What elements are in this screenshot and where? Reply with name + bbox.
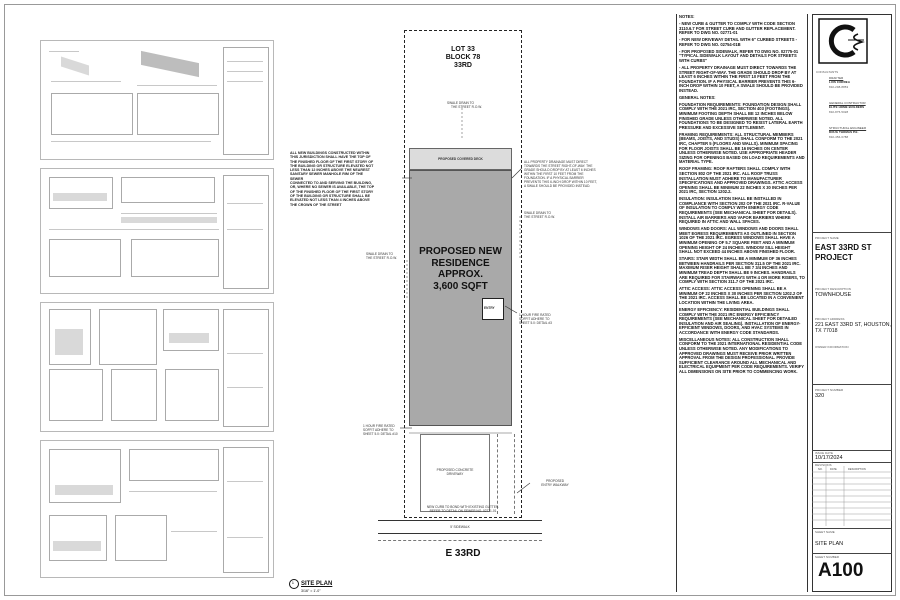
block-number: BLOCK 78: [445, 54, 481, 61]
note-item: ATTIC ACCESS: ATTIC ACCESS OPENING SHALL BE A MINIMUM OF 22 INCHES X 30 INCHES PER SECTION 1202.2 OF THE 2021 IRC. ACCESS SHALL BE LOCATED IN A CONVENIENT LOCATION WITHIN THE LIVING AREA.: [679, 286, 804, 305]
sewer-callout-line: OF THE FINISHED FLOOR OF THE FIRST STORY: [290, 189, 374, 194]
drainage-callout-line: WITHIN THE FIRST 10 FEET FROM THE: [524, 172, 584, 176]
soffit-callout-left-line: 1 HOUR FIRE RATED: [363, 424, 395, 428]
issue-date: 10/17/2024: [815, 455, 843, 461]
drainage-leader-line: [512, 168, 522, 178]
lot-street: 33RD: [454, 62, 472, 69]
project-description-label: PROJECT DESCRIPTION: [815, 287, 851, 291]
soffit-callout-left-line: SOFFIT ADHERE TO: [363, 428, 394, 432]
swale-note-top-line1: SWALE DRAIN TO: [447, 101, 475, 105]
note-item: MISCELLANEOUS NOTES: ALL CONSTRUCTION SHALL CONFORM TO THE 2021 INTERNATIONAL RESIDENTIAL CODE UNLESS OTHERWISE NOTED. ANY MODIFICATIONS TO APPROVED DRAWINGS MUST RECEIVE PRIOR WRITTEN APPROVAL FROM THE DESIGN PROFESSIONAL. PROVIDE SUFFICIENT CLEARANCE AROUND ALL MECHANICAL AND ELECTRICAL EQUIPMENT PER CODE REQUIREMENTS. VERIFY ALL DIMENSIONS ON SITE PRIOR TO COMMENCING WORK.: [679, 336, 804, 375]
note-item: - ALL PROPERTY DRAINAGE MUST DIRECT TOWARDS THE STREET RIGHT-OF-WAY. THE GRADE SHOULD DROP BY AT LEAST 6 INCHES WITHIN THE FIRST 10 FEET FROM THE FOUNDATION. IF A PHYSICAL BARRIER PREVENTS THIS 6-INCH DROP WITHIN 10 FEET, A SWALE SHOULD BE PROVIDED INSTEAD.: [679, 64, 803, 93]
drainage-callout-line: GRADE SHOULD DROP BY AT LEAST 6 INCHES: [524, 168, 596, 172]
note-item: STAIRS: STAIR WIDTH SHALL BE A MINIMUM OF 36 INCHES BETWEEN HANDRAILS PER SECTION 311.5 OF THE 2021 IRC. MAXIMUM RISER HEIGHT SHALL BE 7 3/4 INCHES AND MINIMUM TREAD DEPTH SHALL BE 9 INCHES. HANDRAILS ARE REQUIRED FOR STAIRWAYS WITH 4 OR MORE RISERS, TO COMPLY WITH SECTION 311.7 OF THE 2021 IRC.: [679, 256, 805, 285]
note-item: INSULATION: INSULATION SHALL BE INSTALLED IN COMPLIANCE WITH SECTION 202 OF THE 2021 IRC. R-VALUE OF INSULATION TO COMPLY WITH ENERGY CODE REQUIREMENTS (SEE MECHANICAL SHEET FOR DETAILS). INSTALL AIR BARRIERS AND VAPOR BARRIERS WHERE REQUIRED IN ATTIC AND WALL SPACES.: [679, 196, 801, 225]
soffit-leader-right: [505, 306, 517, 313]
soffit-callout-left-line: SHEET 5.0: DETAIL #10: [363, 432, 398, 436]
entry-label: ENTRY: [484, 306, 495, 310]
sewer-callout-line: OR, WHERE NO SEWER IS AVAILABLE, THE TOP: [290, 185, 375, 190]
contractor-role: GENERAL CONTRACTOR: [829, 101, 866, 105]
project-name-line1: EAST 33RD ST: [815, 243, 872, 252]
revisions-table[interactable]: [812, 466, 892, 526]
sewer-callout-line: ALL NEW BUILDINGS CONSTRUCTED WITHIN: [290, 151, 370, 155]
project-number-label: PROJECT NUMBER: [815, 388, 844, 392]
consultants-label: CONSULTANTS: [816, 70, 839, 74]
note-item: - NEW CURB & GUTTER TO COMPLY WITH CODE SECTION 3110.6.7 FOR STREET CURB AND GUTTER REPLACEMENT. REFER TO DWG NO. 02771-01: [679, 20, 796, 36]
issue-date-label: ISSUE DATE: [815, 451, 833, 455]
title-block-divider: [812, 232, 892, 233]
driveway-label-line2: DRIVEWAY: [446, 472, 464, 476]
site-plan-marker: [289, 579, 299, 589]
general-notes-heading: GENERAL NOTES:: [679, 94, 716, 100]
sewer-callout-line: THE BUILDING OR STRUCTURE ELEVATED NOT: [290, 163, 374, 168]
site-plan-title: SITE PLAN: [301, 581, 333, 587]
drainage-callout-line: PREVENTS THIS 6-INCH DROP WITHIN 10 FEET,: [524, 180, 598, 184]
revision-header-date: DATE: [830, 468, 837, 471]
project-description: TOWNHOUSE: [815, 292, 852, 298]
note-item: - FOR PROPOSED SIDEWALK, REFER TO DWG NO. 02775-01 "TYPICAL SIDEWALK LAYOUT AND DETAILS FOR STREETS WITH CURBS": [679, 48, 799, 63]
contractor-name: ELITE HOME BUILDERS: [829, 105, 865, 109]
drainage-callout-line: ALL PROPERTY DRAINAGE MUST DIRECT: [524, 160, 588, 164]
sewer-callout-line: CONNECTED TO AND SERVING THE BUILDING,: [290, 181, 372, 186]
swale-note-right-line1: SWALE DRAIN TO: [524, 211, 552, 215]
revision-header-no: NO.: [818, 468, 823, 471]
street-name: E 33RD: [445, 548, 481, 559]
walkway-leader: [517, 483, 530, 493]
title-block-divider: [812, 553, 892, 554]
title-block-divider: [812, 384, 892, 385]
swale-note-left-line2: THE STREET R.O.W.: [366, 256, 397, 260]
residence-label-line1: PROPOSED NEW: [419, 246, 502, 257]
sheet-number-label: SHEET NUMBER: [815, 555, 840, 559]
curb-note-line1: NEW CURB TO BOND WITH EXISTING GUTTER.: [426, 505, 500, 509]
swale-note-right-line2: THE STREET R.O.W.: [524, 215, 555, 219]
project-address: [815, 322, 891, 334]
note-item: - FOR NEW DRIVEWAY DETAIL WITH 6" CURBED STREETS - REFER TO DWG NO. 02754-01B: [679, 37, 798, 47]
driveway-label-line1: PROPOSED CONCRETE: [436, 468, 474, 472]
drainage-callout-line: FOUNDATION. IF A PHYSICAL BARRIER: [524, 176, 584, 180]
note-item: FOUNDATION REQUIREMENTS: FOUNDATION DESIGN SHALL COMPLY WITH THE 2021 IRC, SECTION 403 (FOOTINGS). MINIMUM FOOTING DEPTH SHALL BE 12 INCHES BELOW FINISHED GRADE UNLESS OTHERWISE NOTED. ALL FOUNDATIONS TO BE DESIGNED TO RESIST LATERAL EARTH PRESSURE AND EXCESSIVE SETTLEMENT.: [679, 101, 803, 130]
soffit-callout-right-line: SHEET 5.0: DETAIL #3: [519, 321, 552, 325]
project-name: [815, 243, 871, 262]
note-item: ENERGY EFFICIENCY: RESIDENTIAL BUILDINGS SHALL COMPLY WITH THE 2021 IRC ENERGY EFFICIENCY REQUIREMENTS (SEE MECHANICAL SHEET FOR DETAILED INSULATION AND AIR SEALING). INSTALLATION OF ENERGY-EFFICIENT WINDOWS, DOORS, AND HVAC SYSTEMS IN ACCORDANCE WITH ENERGY CODE STANDARDS.: [679, 306, 801, 335]
note-item: FRAMING REQUIREMENTS: ALL STRUCTURAL MEMBERS (BEAMS, JOISTS, AND STUDS) SHALL CONFORM TO THE 2021 IRC, CHAPTER 5 (FLOORS AND WALLS). MINIMUM SPACING FOR FLOOR JOISTS SHALL BE 16 INCHES ON CENTER UNLESS OTHERWISE NOTED. USE APPROPRIATE HEADER SIZING FOR OPENINGS BASED ON LOAD REQUIREMENTS AND MATERIAL TYPE.: [679, 131, 805, 165]
sewer-callout-line: THE FINISHED FLOOR OF THE FIRST STORY OF: [290, 159, 374, 164]
project-name-line2: PROJECT: [815, 252, 853, 262]
residence-label-line4: 3,600 SQFT: [433, 280, 488, 292]
project-number: 320: [815, 393, 825, 399]
curb-note-line2: REFER TO DETAIL ON SEWER NO. 02771-01: [429, 509, 497, 513]
engineer-name: DOUG THOMAS P.E.: [829, 130, 859, 134]
project-address-label: PROJECT ADDRESS: [815, 317, 845, 321]
deck-label: PROPOSED COVERED DECK: [438, 157, 483, 161]
sewer-callout-line: SEWER: [290, 176, 304, 181]
project-address-line1: 221 EAST 33RD ST, HOUSTON,: [815, 322, 891, 328]
sidewalk-label: 5' SIDEWALK: [450, 525, 470, 529]
sewer-callout-line: THIS JURISDICTION SHALL HAVE THE TOP OF: [290, 155, 371, 160]
note-item: ROOF FRAMING: ROOF RAFTERS SHALL COMPLY WITH SECTION 802 OF THE 2021 IRC. ALL ROOF TRUSS INSTALLATION MUST ADHERE TO MANUFACTURER SPECIFICATIONS AND APPROVED DRAWINGS. ATTIC ACCESS OPENING SHALL BE MINIMUM 22 INCHES X 30 INCHES PER 2021 IRC, SECTION 1202.2.: [679, 166, 803, 195]
drainage-callout-line: TOWARDS THE STREET RIGHT-OF-WAY. THE: [524, 164, 593, 168]
sheet-number: A100: [818, 560, 864, 581]
soffit-callout-right-line: SOFFIT ADHERE TO: [519, 317, 550, 321]
company-logo-icon: [818, 18, 868, 64]
sewer-callout-line: ELEVATED NOT LESS THAN 4 INCHES ABOVE: [290, 198, 370, 203]
residence-label-line3: APPROX.: [437, 269, 483, 280]
sheet-title-label: SHEET NAME: [815, 530, 835, 534]
sewer-callout-line: OF THE BUILDING OR STRUCTURE SHALL BE: [290, 193, 370, 198]
walkway-label-line1: PROPOSED: [545, 479, 565, 483]
engineer-role: STRUCTURAL ENGINEER: [829, 126, 867, 130]
revision-header-description: DESCRIPTION: [848, 468, 866, 471]
swale-note-left-line1: SWALE DRAIN TO: [366, 252, 394, 256]
note-item: WINDOWS AND DOORS: ALL WINDOWS AND DOORS SHALL MEET EGRESS REQUIREMENTS AS OUTLINED IN SECTION 1026 OF THE 2021 IRC. EGRESS WINDOWS SHALL HAVE A MINIMUM OPENING OF 5.7 SQUARE FEET AND A MINIMUM OPENING HEIGHT OF 24 INCHES. WINDOW SILL HEIGHT SHALL NOT EXCEED 44 INCHES ABOVE FINISHED FLOOR.: [679, 226, 799, 255]
walkway-label-line2: ENTRY WALKWAY: [541, 483, 569, 487]
owner-information-label: OWNER INFORMATION: [815, 345, 849, 349]
notes-heading: NOTES:: [679, 14, 695, 19]
sewer-callout-line: LESS THAN 12 INCHES ABOVE THE NEAREST: [290, 168, 370, 173]
general-notes: [679, 15, 805, 377]
drainage-callout-line: A SWALE SHOULD BE PROVIDED INSTEAD.: [524, 184, 591, 188]
project-address-line2: TX 77018: [815, 328, 838, 335]
residence-label-line2: RESIDENCE: [431, 257, 490, 269]
site-plan-scale: 3/16" = 1'-0": [301, 589, 321, 593]
title-block-divider: [812, 528, 892, 529]
drafter-name: LUIS CORREA: [829, 80, 851, 84]
swale-note-top-line2: THE STREET R.O.W.: [451, 105, 482, 109]
soffit-callout-right-line: 1 HOUR FIRE RATED: [519, 313, 551, 317]
engineer-phone: 832-456-6788: [829, 135, 849, 139]
contractor-phone: 832-875-5028: [829, 110, 849, 114]
sewer-callout-line: THE CROWN OF THE STREET: [290, 202, 342, 207]
revisions-label: REVISIONS: [815, 463, 832, 467]
drafter-phone: 832-298-8853: [829, 85, 849, 89]
project-name-label: PROJECT NAME: [815, 236, 839, 240]
sewer-callout-line: SANITARY SEWER MANHOLE RIM OF THE: [290, 172, 364, 177]
lot-number: LOT 33: [451, 46, 475, 53]
drafter-role: DRAFTER: [829, 76, 844, 80]
sheet-title: SITE PLAN: [815, 541, 844, 547]
site-plan-number: 1: [292, 581, 294, 585]
